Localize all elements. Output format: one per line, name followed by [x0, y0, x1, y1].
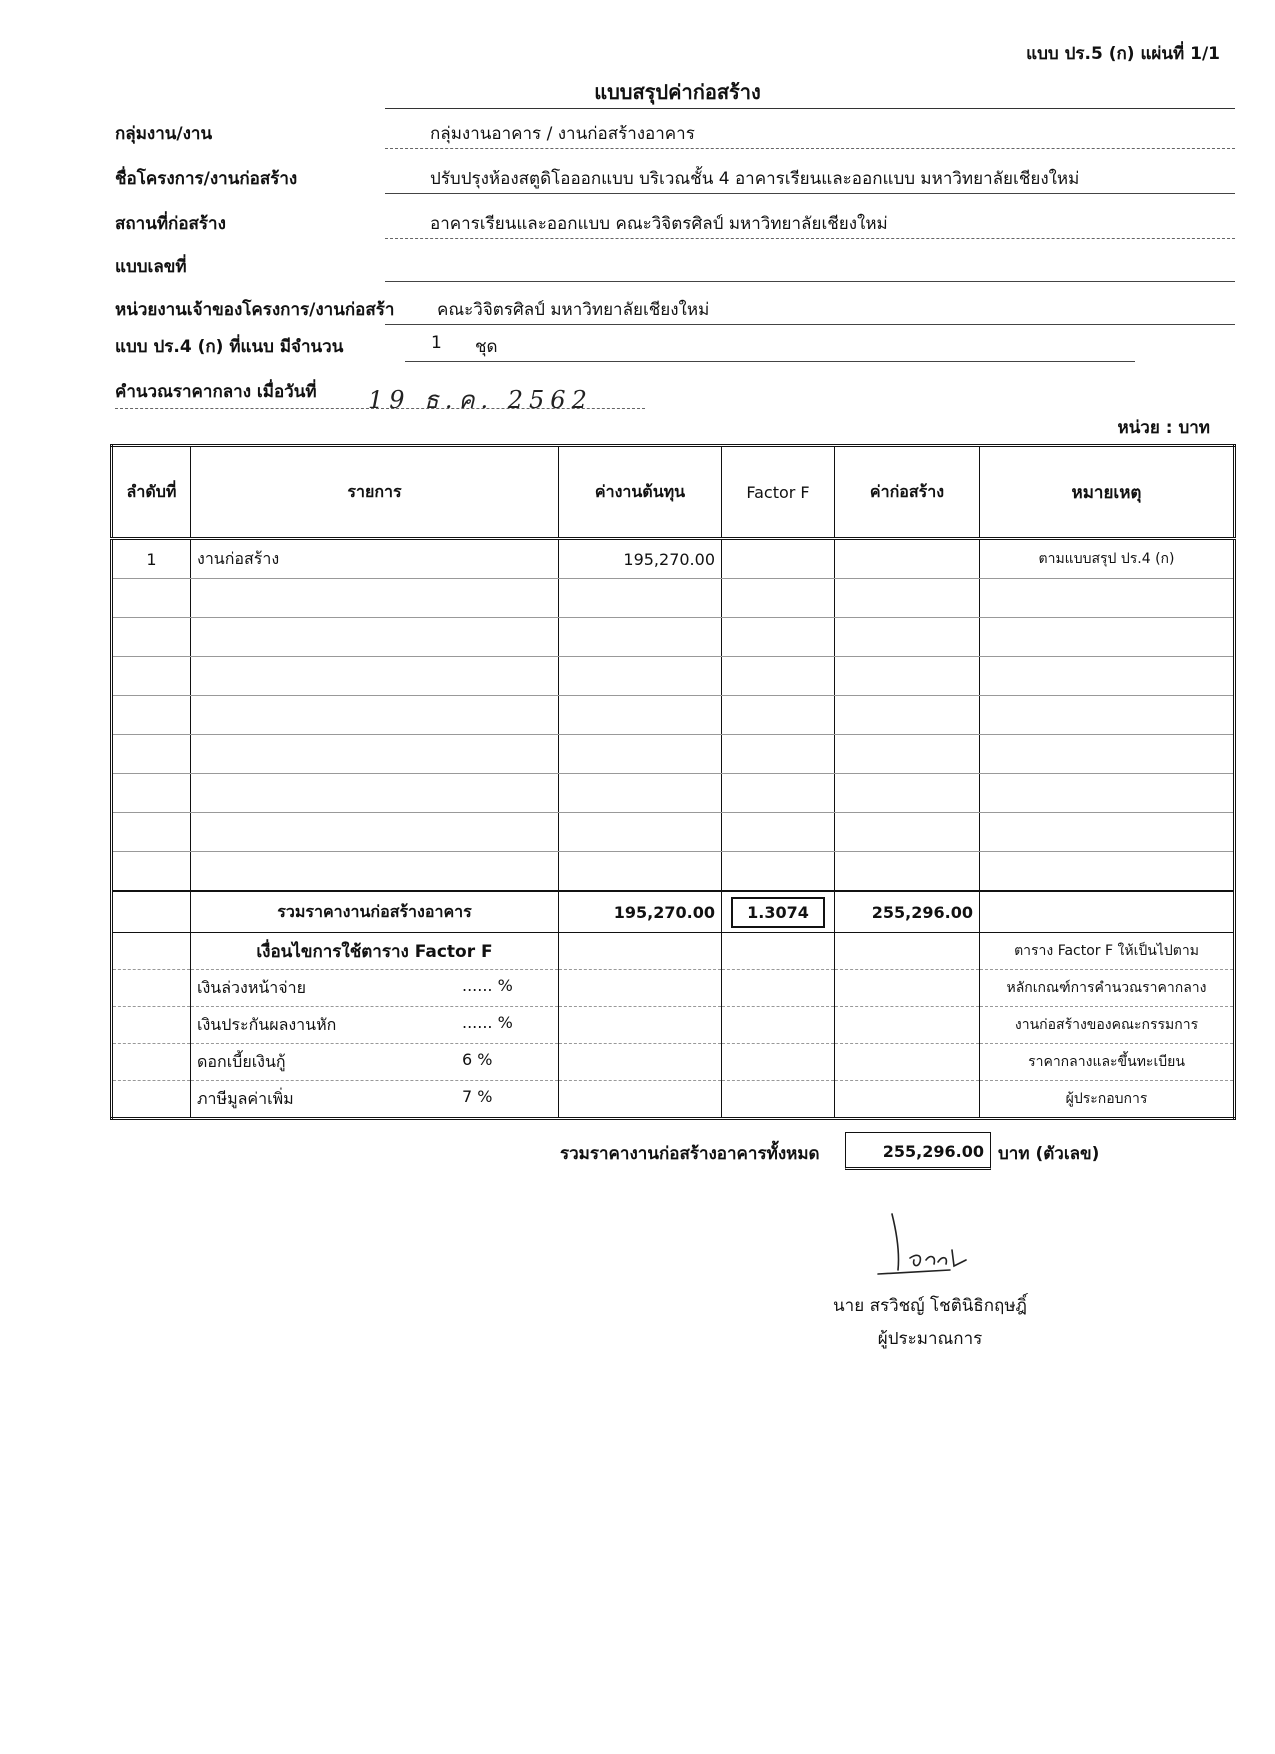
attach-count: 1 [431, 333, 442, 353]
condition-label: เงินประกันผลงานหัก [197, 1014, 337, 1034]
total-build: 255,296.00 [835, 891, 980, 933]
info-row-owner [115, 296, 1235, 326]
calc-date-label: คำนวณราคากลาง เมื่อวันที่ [115, 382, 317, 402]
info-row-calc-date [115, 378, 1235, 408]
site-label: สถานที่ก่อสร้าง [115, 214, 226, 234]
row-build [835, 539, 980, 579]
condition-value: 7 [462, 1086, 473, 1106]
total-label: รวมราคางานก่อสร้างอาคาร [191, 891, 559, 933]
condition-label: ดอกเบี้ยเงินกู้ [197, 1051, 286, 1071]
table-row [112, 539, 1235, 579]
condition-note: งานก่อสร้างของคณะกรรมการ [980, 1007, 1235, 1044]
condition-note: หลักเกณฑ์การคำนวณราคากลาง [980, 970, 1235, 1007]
condition-label: เงินล่วงหน้าจ่าย [197, 977, 307, 997]
table-row [112, 696, 1235, 735]
attach-label: แบบ ปร.4 (ก) ที่แนบ มีจำนวน [115, 337, 344, 357]
condition-note: ราคากลางและขึ้นทะเบียน [980, 1044, 1235, 1081]
site-value: อาคารเรียนและออกแบบ คณะวิจิตรศิลป์ มหาวิทยาลัยเชียงใหม่ [430, 214, 888, 234]
attach-unit: ชุด [475, 337, 498, 357]
condition-value: ...... [462, 1012, 493, 1032]
title-underline [385, 108, 1235, 109]
table-header-row [112, 446, 1235, 539]
header-note: หมายเหตุ [980, 446, 1235, 539]
condition-note: ผู้ประกอบการ [980, 1081, 1235, 1119]
unit-label: หน่วย : บาท [1117, 418, 1210, 438]
grand-total-label: รวมราคางานก่อสร้างอาคารทั้งหมด [560, 1144, 820, 1164]
signer-role: ผู้ประมาณการ [877, 1329, 983, 1349]
form-code: แบบ ปร.5 (ก) แผ่นที่ 1/1 [1026, 44, 1220, 64]
signer-name: นาย สรวิชญ์ โชตินิธิกฤษฎิ์ [833, 1296, 1027, 1316]
table-row [112, 657, 1235, 696]
total-factor: 1.3074 [731, 897, 825, 928]
table-row [112, 852, 1235, 892]
header-no: ลำดับที่ [112, 446, 191, 539]
group-value: กลุ่มงานอาคาร / งานก่อสร้างอาคาร [430, 124, 695, 144]
condition-value: 6 [462, 1049, 473, 1069]
condition-row: เงินประกันผลงานหัก ...... % งานก่อสร้างของคณะกรรมการ [112, 1007, 1235, 1044]
row-cost: 195,270.00 [559, 539, 722, 579]
table-row [112, 735, 1235, 774]
table-row [112, 618, 1235, 657]
header-factor: Factor F [722, 446, 835, 539]
project-value: ปรับปรุงห้องสตูดิโอออกแบบ บริเวณชั้น 4 อาคารเรียนและออกแบบ มหาวิทยาลัยเชียงใหม่ [430, 169, 1080, 189]
project-label: ชื่อโครงการ/งานก่อสร้าง [115, 169, 298, 189]
grand-total-unit: บาท (ตัวเลข) [998, 1144, 1100, 1164]
grand-total-value: 255,296.00 [845, 1132, 991, 1170]
condition-row: ดอกเบี้ยเงินกู้ 6 % ราคากลางและขึ้นทะเบียน [112, 1044, 1235, 1081]
info-row-attach [115, 333, 1235, 363]
info-row-site [115, 210, 1235, 240]
table-row [112, 774, 1235, 813]
conditions-title-row [112, 933, 1235, 970]
total-row [112, 891, 1235, 933]
document-title: แบบสรุปค่าก่อสร้าง [594, 80, 761, 104]
conditions-title: เงื่อนไขการใช้ตาราง Factor F [191, 933, 559, 970]
condition-value: ...... [462, 975, 493, 995]
info-row-design-no [115, 253, 1235, 283]
header-item: รายการ [191, 446, 559, 539]
condition-row: ภาษีมูลค่าเพิ่ม 7 % ผู้ประกอบการ [112, 1081, 1235, 1119]
group-label: กลุ่มงาน/งาน [115, 124, 213, 144]
row-note: ตามแบบสรุป ปร.4 (ก) [980, 539, 1235, 579]
table-row [112, 579, 1235, 618]
condition-note: ตาราง Factor F ให้เป็นไปตาม [980, 933, 1235, 970]
calc-date-handwritten: 19 ธ.ค. 2562 [368, 386, 593, 414]
header-cost: ค่างานต้นทุน [559, 446, 722, 539]
design-no-label: แบบเลขที่ [115, 257, 187, 277]
info-row-group [115, 120, 1235, 150]
info-row-project [115, 165, 1235, 195]
table-row [112, 813, 1235, 852]
row-factor [722, 539, 835, 579]
owner-value: คณะวิจิตรศิลป์ มหาวิทยาลัยเชียงใหม่ [437, 300, 710, 320]
signature-icon [870, 1210, 980, 1280]
total-cost: 195,270.00 [559, 891, 722, 933]
condition-label: ภาษีมูลค่าเพิ่ม [197, 1088, 294, 1108]
condition-row: เงินล่วงหน้าจ่าย ...... % หลักเกณฑ์การคำนวณราคากลาง [112, 970, 1235, 1007]
header-build: ค่าก่อสร้าง [835, 446, 980, 539]
owner-label: หน่วยงานเจ้าของโครงการ/งานก่อสร้า [115, 300, 395, 320]
cost-summary-table [110, 444, 1236, 1120]
row-no: 1 [112, 539, 191, 579]
row-item: งานก่อสร้าง [191, 539, 559, 579]
